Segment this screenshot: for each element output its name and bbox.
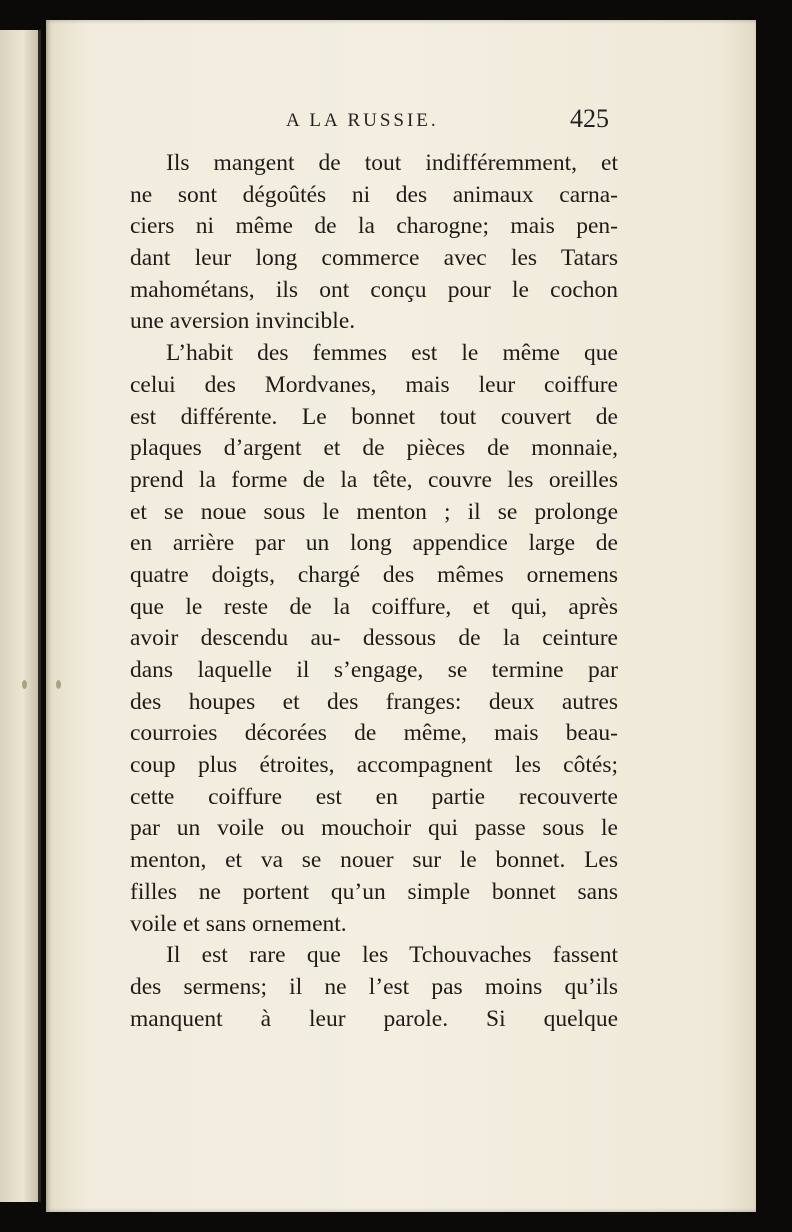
- text-line: avoir descendu au- dessous de la ceinture: [130, 625, 618, 652]
- text-line: Ils mangent de tout indifféremment, et: [166, 150, 618, 176]
- ink-stain: [22, 680, 27, 689]
- text-line: ne sont dégoûtés ni des animaux carna-: [130, 181, 618, 208]
- text-line: manquent à leur parole. Si quelque: [130, 1005, 618, 1032]
- text-line: des houpes et des franges: deux autres: [130, 688, 618, 715]
- text-line: courroies décorées de même, mais beau-: [130, 720, 618, 747]
- text-line: celui des Mordvanes, mais leur coiffure: [130, 371, 618, 398]
- text-line: dans laquelle il s’engage, se termine par: [130, 657, 618, 683]
- text-line: en arrière par un long appendice large de: [130, 530, 618, 557]
- text-line: est différente. Le bonnet tout couvert de: [130, 403, 618, 430]
- text-line: filles ne portent qu’un simple bonnet sans: [130, 878, 618, 905]
- text-line: quatre doigts, chargé des mêmes ornemens: [130, 561, 618, 588]
- text-line: une aversion invincible.: [130, 308, 356, 335]
- text-line: Il est rare que les Tchouvaches fassent: [166, 942, 618, 969]
- text-line: dant leur long commerce avec les Tatars: [130, 245, 618, 272]
- text-line: que le reste de la coiffure, et qui, après: [130, 593, 618, 620]
- running-head: [46, 104, 756, 140]
- text-line: coup plus étroites, accompagnent les côtés;: [130, 752, 618, 779]
- text-line: plaques d’argent et de pièces de monnaie,: [130, 435, 618, 462]
- text-line: mahométans, ils ont conçu pour le cochon: [130, 276, 618, 303]
- body-text: [130, 148, 618, 1035]
- text-line: prend la forme de la tête, couvre les oreilles: [130, 466, 618, 493]
- text-line: L’habit des femmes est le même que: [166, 340, 618, 367]
- text-line: voile et sans ornement.: [130, 910, 347, 937]
- text-line: menton, et va se nouer sur le bonnet. Les: [130, 847, 618, 874]
- ink-stain: [56, 680, 61, 689]
- text-line: ciers ni même de la charogne; mais pen-: [130, 213, 618, 240]
- previous-page-edge: [0, 30, 41, 1202]
- text-line: des sermens; il ne l’est pas moins qu’ils: [130, 973, 618, 1000]
- text-line: par un voile ou mouchoir qui passe sous le: [130, 815, 618, 842]
- book-page: [46, 20, 756, 1212]
- page-number: 425: [570, 104, 609, 133]
- running-head-title: A LA RUSSIE.: [286, 110, 439, 131]
- text-line: et se noue sous le menton ; il se prolonge: [130, 498, 618, 525]
- text-line: cette coiffure est en partie recouverte: [130, 783, 618, 810]
